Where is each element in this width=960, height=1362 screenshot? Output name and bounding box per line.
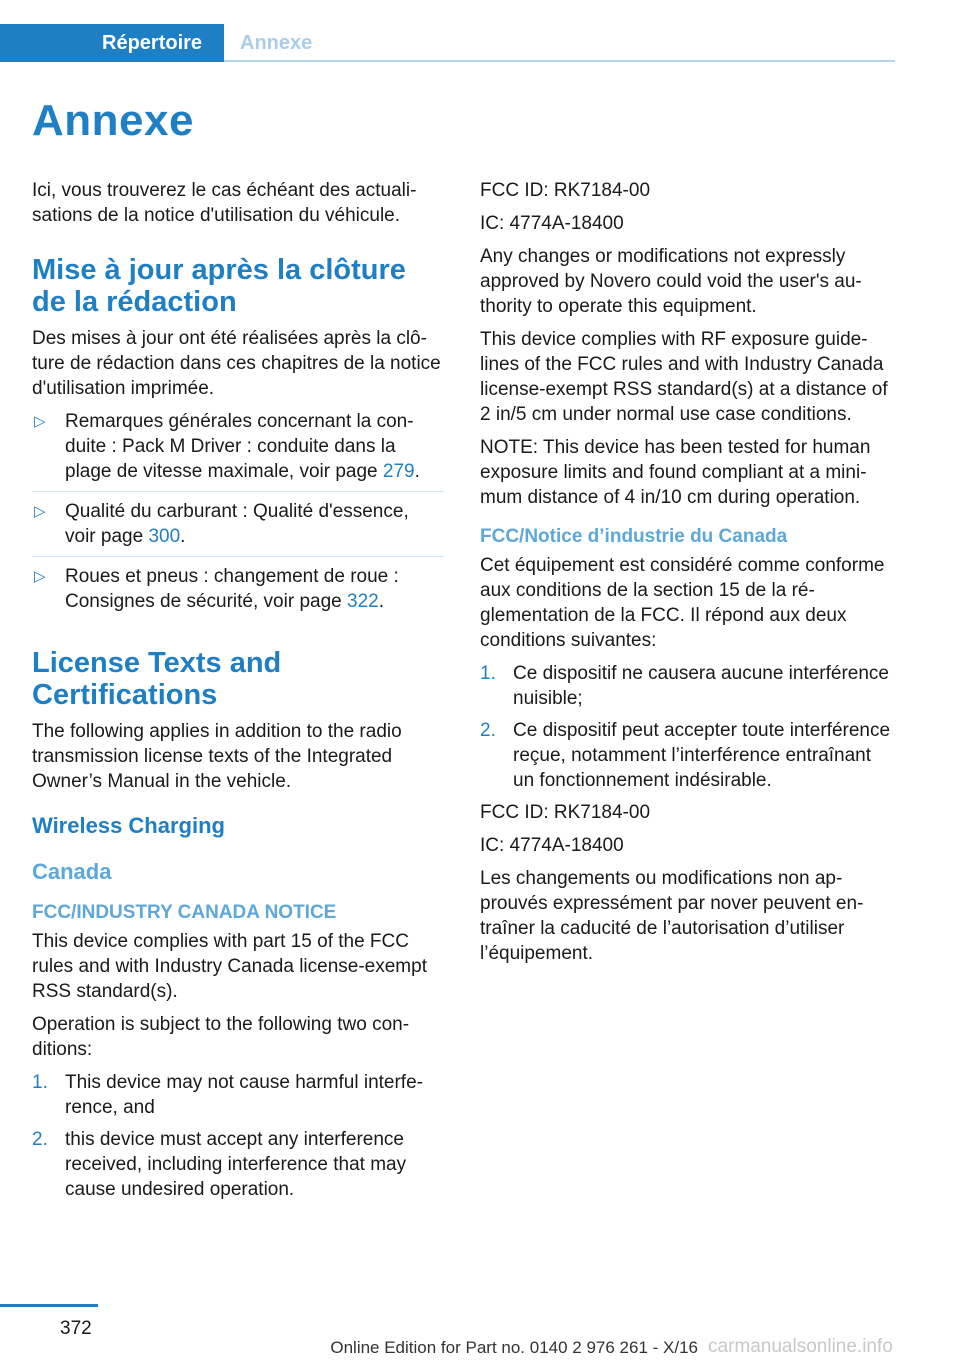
list-item-end: . bbox=[180, 526, 186, 547]
intro-paragraph: Ici, vous trouverez le cas échéant des actualisations de la notice d'utilisation du véhicule. bbox=[32, 180, 417, 226]
fcc-paragraph-2: Operation is subject to the following two conditions: bbox=[32, 1014, 410, 1060]
list-item bbox=[32, 1127, 444, 1202]
fcc-paragraph-1: This device complies with part 15 of the FCC rules and with Industry Canada license-exempt RSS standard(s). bbox=[32, 931, 427, 1002]
list-item bbox=[480, 661, 892, 711]
list-item-text: Ce dispositif ne causera aucune interférence nuisible; bbox=[513, 663, 890, 709]
list-item-text: This device may not cause harmful interference, and bbox=[65, 1072, 423, 1118]
list-item-text: Ce dispositif peut accepter toute interférence reçue, notamment l’interférence entraînant un fonctionnement indésirable. bbox=[513, 720, 891, 791]
list-number: 2. bbox=[32, 1129, 48, 1150]
page-number: 372 bbox=[60, 1318, 92, 1339]
note-paragraph: NOTE: This device has been tested for human exposure limits and found compliant at a minimum distance of 4 in/10 cm during operation. bbox=[480, 437, 871, 508]
list-item bbox=[32, 564, 444, 621]
fcc-id: FCC ID: RK7184-00 bbox=[480, 180, 651, 201]
fr-changes-paragraph: Les changements ou modifications non approuvés expressément par nover peuvent entraîner la caducité de l’autorisation d’utiliser l’équipement. bbox=[480, 868, 864, 964]
subheading-fcc-notice: FCC/INDUSTRY CANADA NOTICE bbox=[32, 902, 337, 923]
page-link-300[interactable]: 300 bbox=[148, 526, 181, 547]
conditions-list bbox=[32, 1070, 444, 1202]
list-item-end: . bbox=[378, 591, 384, 612]
list-number: 2. bbox=[480, 720, 496, 741]
section-heading-update: Mise à jour après la clôture de la rédaction bbox=[32, 254, 406, 318]
edition-footer: Online Edition for Part no. 0140 2 976 261 - X/16 bbox=[330, 1338, 698, 1357]
list-item-text: this device must accept any interference received, including interference that may cause undesired operation. bbox=[65, 1129, 407, 1200]
list-item-text: Remarques générales concernant la conduite : Pack M Driver : conduite dans la plage de vitesse maximale, voir page bbox=[65, 411, 414, 482]
subheading-notice-canada-fr: FCC/Notice d’industrie du Canada bbox=[480, 526, 788, 547]
right-column bbox=[480, 178, 892, 974]
fr-conditions-list bbox=[480, 661, 892, 793]
list-item-text: Qualité du carburant : Qualité d'essence, voir page bbox=[65, 501, 409, 547]
update-list bbox=[32, 409, 444, 621]
page-link-322[interactable]: 322 bbox=[347, 591, 379, 612]
page-title: Annexe bbox=[32, 96, 194, 145]
changes-paragraph: Any changes or modifications not expressly approved by Novero could void the user's authority to operate this equipment. bbox=[480, 246, 862, 317]
triangle-bullet-icon: ▷ bbox=[34, 503, 46, 520]
list-item bbox=[32, 499, 444, 557]
section-heading-license: License Texts and Certifications bbox=[32, 647, 282, 711]
tab-annexe[interactable]: Annexe bbox=[240, 32, 313, 54]
header-bar bbox=[0, 24, 895, 62]
tab-repertoire[interactable]: Répertoire bbox=[0, 24, 224, 62]
list-item bbox=[32, 409, 444, 492]
triangle-bullet-icon: ▷ bbox=[34, 568, 46, 585]
page-number-rule bbox=[0, 1304, 98, 1307]
ic-number-2: IC: 4774A-18400 bbox=[480, 835, 624, 856]
subheading-wireless-charging: Wireless Charging bbox=[32, 813, 225, 838]
watermark: carmanualsonline.info bbox=[708, 1336, 893, 1357]
subheading-canada: Canada bbox=[32, 859, 112, 884]
header-divider bbox=[224, 60, 895, 62]
license-paragraph: The following applies in addition to the radio transmission license texts of the Integrated Owner’s Manual in the vehicle. bbox=[32, 721, 402, 792]
page-link-279[interactable]: 279 bbox=[382, 461, 415, 482]
list-item bbox=[32, 1070, 444, 1120]
triangle-bullet-icon: ▷ bbox=[34, 413, 46, 430]
list-number: 1. bbox=[480, 663, 496, 684]
list-number: 1. bbox=[32, 1072, 48, 1093]
fr-paragraph-1: Cet équipement est considéré comme conforme aux conditions de la section 15 de la réglementation de la FCC. Il répond aux deux conditions suivantes: bbox=[480, 555, 885, 651]
list-item-text: Roues et pneus : changement de roue : Consignes de sécurité, voir page bbox=[65, 566, 399, 612]
list-item-end: . bbox=[414, 461, 420, 482]
list-item bbox=[480, 718, 892, 793]
left-column bbox=[32, 178, 444, 1209]
rf-paragraph: This device complies with RF exposure guidelines of the FCC rules and with Industry Canada license-exempt RSS standard(s) at a distance of 2 in/5 cm under normal use case conditions. bbox=[480, 329, 888, 425]
update-paragraph: Des mises à jour ont été réalisées après la clôture de rédaction dans ces chapitres de la notice d'utilisation imprimée. bbox=[32, 328, 441, 399]
fcc-id-2: FCC ID: RK7184-00 bbox=[480, 802, 651, 823]
ic-number: IC: 4774A-18400 bbox=[480, 213, 624, 234]
